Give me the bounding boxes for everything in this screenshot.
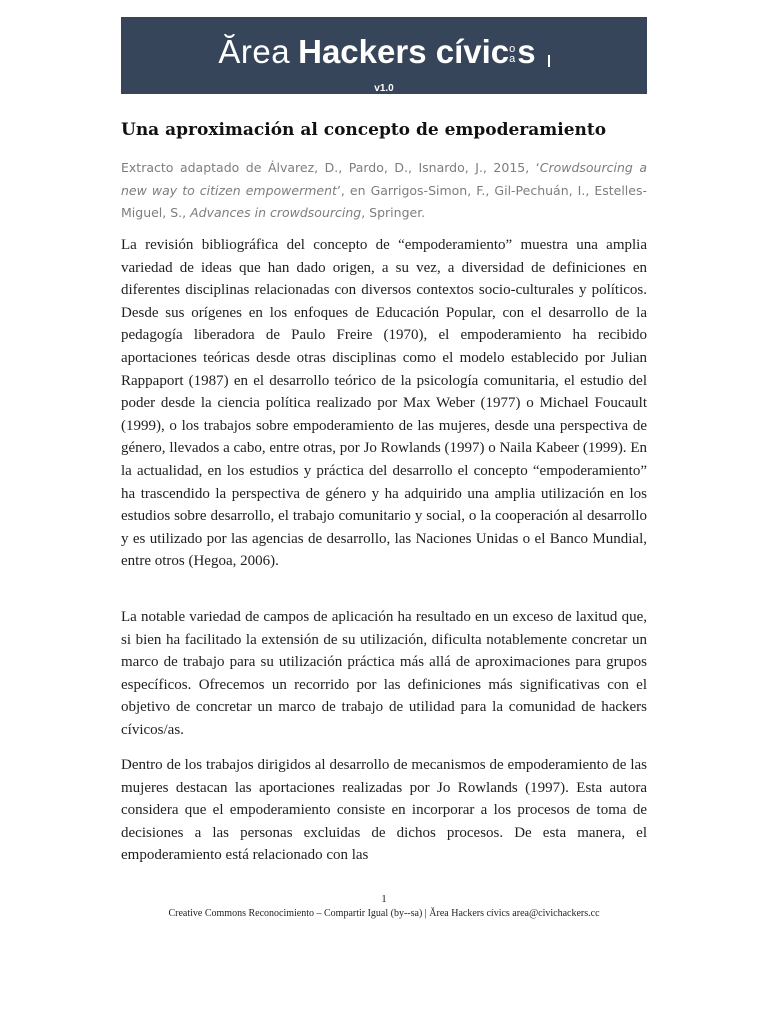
document-title: Una aproximación al concepto de empoderamiento	[121, 120, 607, 140]
citation-part-3: , Springer.	[361, 205, 426, 220]
logo-bar-mark	[548, 55, 550, 67]
page-number: 1	[381, 893, 387, 905]
header-banner	[121, 17, 647, 94]
logo-gender-suffix	[509, 44, 515, 64]
citation-part-2: ’, en Garrigos-Simon, F., Gil-Pechuán, I., Estelles-Miguel, S.,	[121, 182, 647, 220]
logo-area-word: Ărea	[218, 33, 291, 70]
logo-brand-name: Hackers cívic	[298, 33, 510, 70]
body-paragraph-1: La revisión bibliográfica del concepto de “empoderamiento” muestra una amplia variedad de ideas que han dado origen, a su vez, a diversidad de definiciones en diferentes disciplinas relacionadas con diversos contextos socio-culturales y políticos. Desde sus orígenes en los enfoques de Educación Popular, con el desarrollo de la pedagogía liberadora de Paulo Freire (1970), el empoderamiento ha recibido aportaciones teóricas desde otras disciplinas como el modelo establecido por Julian Rappaport (1987) en el desarrollo teórico de la psicología comunitaria, el estudio del poder desde la ciencia política realizado por Max Weber (1977) o Michael Foucault (1999), o los trabajos sobre empoderamiento de las mujeres, desde una perspectiva de género, llevados a cabo, entre otras, por Jo Rowlands (1997) o Naila Kabeer (1999). En la actualidad, en los estudios y práctica del desarrollo el concepto “empoderamiento” ha trascendido la perspectiva de género y ha adquirido una amplia utilización en los estudios sobre desarrollo, el trabajo comunitario y social, o la cooperación al desarrollo y es utilizado por las agencias de desarrollo, las Naciones Unidas o el Banco Mundial, entre otros (Hegoa, 2006).	[121, 237, 647, 570]
logo-brand-tail: s	[517, 33, 536, 70]
site-logo	[121, 33, 647, 71]
citation	[121, 157, 647, 225]
body-paragraph-3: Dentro de los trabajos dirigidos al desarrollo de mecanismos de empoderamiento de las mujeres destacan las aportaciones realizadas por Jo Rowlands (1997). Esta autora considera que el empoderamiento consiste en incorporar a los procesos de toma de decisiones a las personas excluidas de dichos procesos. De esta manera, el empoderamiento está relacionado con las	[121, 757, 647, 864]
citation-article-title: Crowdsourcing a new way to citizen empowerment	[121, 160, 648, 198]
citation-part-1: Extracto adaptado de Álvarez, D., Pardo, D., Isnardo, J., 2015, ‘	[121, 160, 540, 175]
citation-book-title: Advances in crowdsourcing	[190, 205, 362, 220]
logo-suffix-top: o	[509, 43, 516, 56]
version-label: v1.0	[374, 83, 394, 94]
body-paragraph-2: La notable variedad de campos de aplicación ha resultado en un exceso de laxitud que, si bien ha facilitado la extensión de su utilización, dificulta notablemente concretar un marco de trabajo para su utilización práctica más allá de aproximaciones para grupos específicos. Ofrecemos un recorrido por las definiciones más significativas con el objetivo de concretar un marco de trabajo de utilidad para la comunidad de hackers cívicos/as.	[121, 609, 647, 738]
logo-suffix-bottom: a	[509, 53, 516, 66]
footer-license: Creative Commons Reconocimiento – Compartir Igual (by--sa) | Ărea Hackers cívics area@civichackers.cc	[168, 908, 600, 919]
